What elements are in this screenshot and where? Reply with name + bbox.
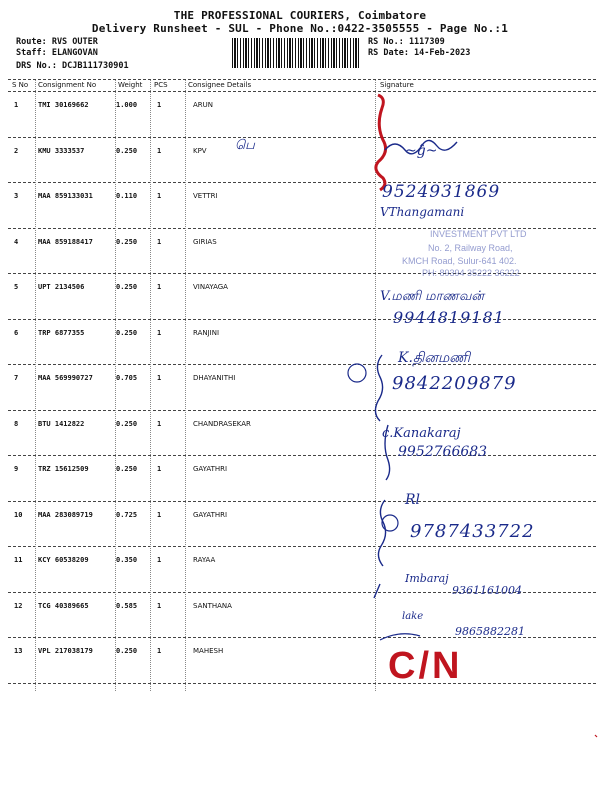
phone-row5: 9944819181	[393, 308, 505, 327]
row-consignee: VETTRI	[193, 192, 218, 200]
row-sno: 6	[14, 328, 19, 337]
col-pcs: PCS	[154, 81, 168, 89]
col-consignee: Consignee Details	[188, 81, 252, 89]
name-row8: c.Kanakaraj	[382, 426, 461, 441]
col-sno: S No	[12, 81, 29, 89]
company-stamp-line4: PH: 89394 35222 36222	[422, 268, 520, 278]
document-subtitle: Delivery Runsheet - SUL - Phone No.:0422-3505555 - Page No.:1	[91, 22, 509, 35]
row-weight: 1.000	[116, 101, 138, 109]
red-dot	[595, 735, 597, 737]
row-consignee: CHANDRASEKAR	[193, 419, 251, 428]
signature-stroke	[380, 634, 420, 640]
row-consignee: RANJINI	[193, 328, 220, 337]
company-stamp-line2: No. 2, Railway Road,	[428, 243, 513, 253]
row-consignee: KPV	[193, 146, 207, 155]
signature-row2: ~ĝ~	[405, 143, 438, 159]
row-pcs: 1	[157, 556, 162, 564]
row-sno: 7	[14, 374, 19, 382]
row-sno: 8	[14, 419, 19, 428]
row-consignee: GAYATHRI	[193, 465, 228, 473]
row-consignment: UPT 2134506	[38, 283, 85, 291]
row-weight: 0.725	[116, 510, 138, 519]
brace-stroke	[375, 355, 382, 421]
phone-row12: 9865882281	[455, 625, 525, 638]
row-pcs: 1	[157, 328, 162, 337]
name-row12: lake	[402, 611, 424, 622]
name-row3: VThangamani	[380, 205, 465, 219]
row-consignee: MAHESH	[193, 647, 224, 655]
phone-row3: 9524931869	[382, 182, 501, 202]
name-row7: K.தினமணி	[398, 350, 471, 366]
row-consignment: TRP 6877355	[38, 328, 85, 337]
company-stamp-line1: INVESTMENT PVT LTD	[430, 229, 527, 239]
row-consignment: MAA 859188417	[38, 237, 93, 246]
row-consignment: KCY 60538209	[38, 556, 89, 564]
row-sno: 9	[14, 465, 19, 473]
row-weight: 0.250	[116, 283, 138, 291]
row-pcs: 1	[157, 647, 162, 655]
staff-label: Staff: ELANGOVAN	[16, 48, 98, 58]
row-weight: 0.250	[116, 146, 138, 155]
row-sno: 11	[14, 556, 23, 564]
row-weight: 0.350	[116, 556, 138, 564]
row-weight: 0.250	[116, 328, 138, 337]
phone-row10: 9787433722	[410, 521, 535, 542]
row-weight: 0.585	[116, 601, 138, 610]
row-pcs: 1	[157, 510, 162, 519]
row-pcs: 1	[157, 465, 162, 473]
row-sno: 2	[14, 146, 19, 155]
row-pcs: 1	[157, 146, 162, 155]
row-consignment: MAA 569990727	[38, 374, 93, 382]
row-pcs: 1	[157, 283, 162, 291]
red-cn-mark: C/N	[388, 645, 463, 687]
route-label: Route: RVS OUTER	[16, 37, 98, 47]
row-consignment: MAA 859133031	[38, 192, 93, 200]
row-weight: 0.250	[116, 647, 138, 655]
row-pcs: 1	[157, 101, 162, 109]
row-sno: 5	[14, 283, 19, 291]
row-sno: 1	[14, 101, 19, 109]
row-pcs: 1	[157, 237, 162, 246]
row-sno: 13	[14, 647, 23, 655]
row-consignment: TRZ 15612509	[38, 465, 89, 473]
company-stamp-line3: KMCH Road, Sulur-641 402.	[402, 256, 517, 266]
row-consignee: ARUN	[193, 101, 214, 109]
row-sno: 4	[14, 237, 19, 246]
row-consignee: RAYAA	[193, 556, 216, 564]
row-pcs: 1	[157, 374, 162, 382]
red-bracket-mark	[376, 95, 386, 190]
signature-row10: Rl	[405, 492, 421, 508]
row-consignee: VINAYAGA	[193, 283, 228, 291]
document-title: THE PROFESSIONAL COURIERS, Coimbatore	[173, 9, 427, 22]
row-consignee: SANTHANA	[193, 601, 232, 610]
row-weight: 0.110	[116, 192, 138, 200]
drs-number: DRS No.: DCJB111730901	[16, 61, 129, 71]
tick-stroke	[374, 584, 380, 598]
row-consignee: GAYATHRI	[193, 510, 228, 519]
col-consignment: Consignment No	[38, 81, 97, 89]
row-weight: 0.705	[116, 374, 138, 382]
row-consignment: TCG 40389665	[38, 601, 89, 610]
phone-row11: 9361161004	[452, 584, 522, 597]
name-row11: Imbaraj	[405, 572, 449, 585]
kpv-note: பெ	[235, 138, 255, 153]
row-sno: 10	[14, 510, 23, 519]
row-pcs: 1	[157, 192, 162, 200]
row-consignment: TMI 30169662	[38, 101, 89, 109]
row-pcs: 1	[157, 419, 162, 428]
row-weight: 0.250	[116, 237, 138, 246]
row-consignee: GIRIAS	[193, 237, 217, 246]
row-consignment: VPL 217038179	[38, 647, 93, 655]
row-consignment: MAA 283089719	[38, 510, 93, 519]
col-signature: Signature	[380, 81, 414, 89]
row-weight: 0.250	[116, 465, 138, 473]
phone-row7: 9842209879	[392, 373, 517, 394]
row-pcs: 1	[157, 601, 162, 610]
brace-stroke	[378, 500, 385, 566]
row-sno: 3	[14, 192, 19, 200]
circle-mark	[382, 515, 398, 531]
name-row5: V.மணி மாணவன்	[380, 289, 485, 304]
circle-mark	[348, 364, 366, 382]
col-weight: Weight	[118, 81, 143, 89]
row-consignment: BTU 1412822	[38, 419, 85, 428]
row-weight: 0.250	[116, 419, 138, 428]
phone-row8: 9952766683	[398, 444, 488, 460]
row-consignee: DHAYANITHI	[193, 374, 236, 382]
rs-number: RS No.: 1117309	[368, 37, 445, 47]
row-sno: 12	[14, 601, 23, 610]
rs-date: RS Date: 14-Feb-2023	[368, 48, 471, 58]
row-consignment: KMU 3333537	[38, 146, 85, 155]
